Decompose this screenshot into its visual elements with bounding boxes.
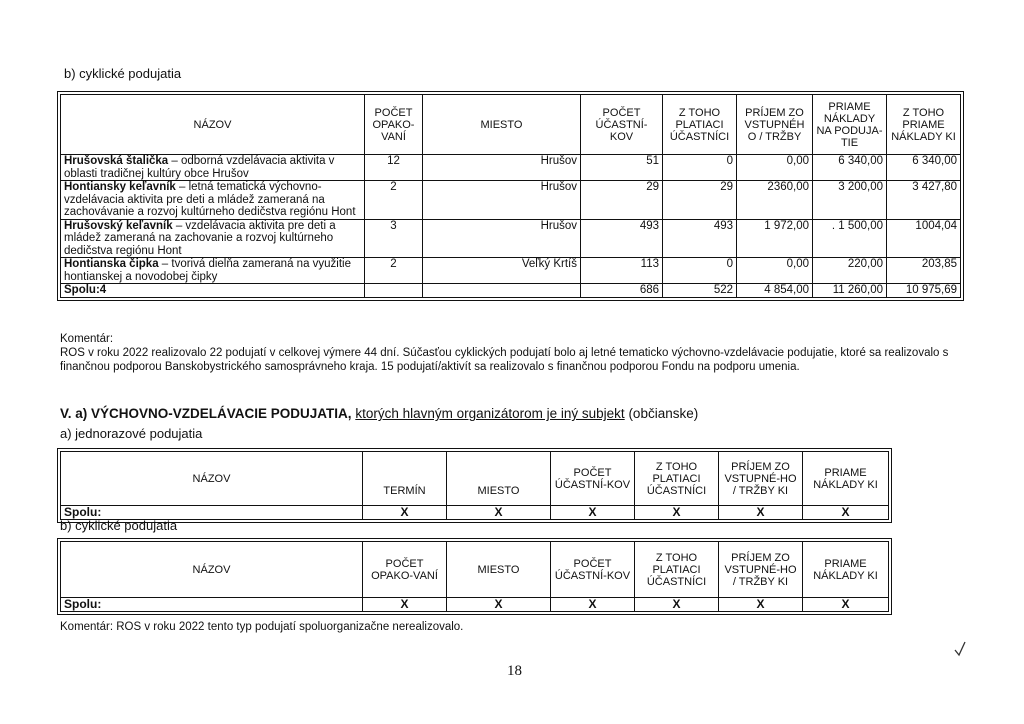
table-row — [61, 181, 961, 220]
row-place: Hrušov — [423, 219, 581, 258]
row-name-rest: – odborná vzdelávacia aktivita v oblasti tradičnej kultúry obce Hrušov — [64, 155, 335, 180]
row-name-bold: Hrušovský keľavník — [64, 219, 173, 232]
total-costs-ki: 10 975,69 — [887, 284, 961, 298]
total-cell: X — [635, 598, 719, 612]
total-cell: X — [447, 506, 551, 520]
row-participants: 51 — [581, 155, 663, 181]
row-costs: 3 200,00 — [813, 181, 887, 220]
row-costs: 6 340,00 — [813, 155, 887, 181]
comment-label: Komentár: — [60, 333, 114, 345]
row-paying: 0 — [663, 258, 737, 284]
row-place: Hrušov — [423, 181, 581, 220]
total-participants: 686 — [581, 284, 663, 298]
header-paying: Z TOHO PLATIACI ÚČASTNÍCI — [635, 452, 719, 506]
table-row — [61, 155, 961, 181]
row-count: 12 — [365, 155, 423, 181]
section-label-cyclic-events: b) cyklické podujatia — [64, 66, 182, 81]
row-paying: 29 — [663, 181, 737, 220]
header-place: MIESTO — [423, 95, 581, 155]
page-number: 18 — [507, 663, 522, 679]
row-paying: 0 — [663, 155, 737, 181]
cyclic-events-table — [60, 94, 961, 298]
row-costs-ki: 6 340,00 — [887, 155, 961, 181]
row-name-rest: – letná tematická výchovno-vzdelávacia aktivita pre deti a mládež zameraná na zachovávanie a rozvoj kultúrneho dedičstva regiónu Hont — [64, 181, 356, 218]
row-place: Veľký Krtíš — [423, 258, 581, 284]
header-name: NÁZOV — [61, 95, 365, 155]
header-participants: POČET ÚČASTNÍ-KOV — [581, 95, 663, 155]
header-place: MIESTO — [447, 542, 551, 598]
table-header-row — [61, 542, 889, 598]
row-costs-ki: 1004,04 — [887, 219, 961, 258]
row-income: 1 972,00 — [737, 219, 813, 258]
table-total-row — [61, 506, 889, 520]
total-income: 4 854,00 — [737, 284, 813, 298]
header-repetitions: POČET OPAKO-VANÍ — [363, 542, 447, 598]
row-costs-ki: 3 427,80 — [887, 181, 961, 220]
total-cell: X — [447, 598, 551, 612]
one-time-events-table — [60, 451, 889, 520]
row-costs: . 1 500,00 — [813, 219, 887, 258]
row-place: Hrušov — [423, 155, 581, 181]
table-row — [61, 219, 961, 258]
total-cell: X — [719, 506, 803, 520]
header-income: PRÍJEM ZO VSTUPNÉ-HO / TRŽBY KI — [719, 542, 803, 598]
row-income: 0,00 — [737, 155, 813, 181]
table-row — [61, 258, 961, 284]
table-total-row — [61, 598, 889, 612]
comment-text: ROS v roku 2022 realizovalo 22 podujatí v celkovej výmere 44 dní. Súčasťou cyklických podujatí bolo aj letné tematicko výchovno-vzdelávacie podujatie, ktoré sa realizovalo s finančnou podporou Banskobystrického samosprávneho kraja. 15 podujatí/aktivít sa realizovalo s finančnou podporou Fondu na podporu umenia. — [60, 347, 949, 373]
total-cell: X — [551, 506, 635, 520]
row-participants: 493 — [581, 219, 663, 258]
row-name-rest: – tvorivá dielňa zameraná na využitie hontianskej a novodobej čipky — [64, 258, 351, 283]
total-cell: X — [635, 506, 719, 520]
header-costs: PRIAME NÁKLADY NA PODUJA-TIE — [813, 95, 887, 155]
header-participants: POČET ÚČASTNÍ-KOV — [551, 542, 635, 598]
section-heading-prefix: V. a) VÝCHOVNO-VZDELÁVACIE PODUJATIA, — [60, 406, 352, 421]
row-participants: 29 — [581, 181, 663, 220]
row-count: 2 — [365, 181, 423, 220]
row-income: 2360,00 — [737, 181, 813, 220]
row-count: 3 — [365, 219, 423, 258]
header-date: TERMÍN — [363, 452, 447, 506]
header-repetitions: POČET OPAKO-VANÍ — [365, 95, 423, 155]
row-name — [61, 219, 365, 258]
row-name-rest: – vzdelávacia aktivita pre deti a mládež zameraná na zachovanie a rozvoj kultúrneho dedičstva regiónu Hont — [64, 219, 336, 257]
header-participants: POČET ÚČASTNÍ-KOV — [551, 452, 635, 506]
header-costs-ki: Z TOHO PRIAME NÁKLADY KI — [887, 95, 961, 155]
total-label: Spolu:4 — [61, 284, 365, 298]
total-cell: X — [803, 598, 889, 612]
row-paying: 493 — [663, 219, 737, 258]
total-cell: X — [363, 506, 447, 520]
row-name-bold: Hontianska čipka — [64, 258, 159, 270]
row-name-bold: Hontiansky keľavník — [64, 181, 176, 193]
row-name — [61, 258, 365, 284]
total-costs: 11 260,00 — [813, 284, 887, 298]
section-heading-suffix: (občianske) — [624, 406, 699, 421]
row-count: 2 — [365, 258, 423, 284]
row-name — [61, 181, 365, 220]
header-costs: PRIAME NÁKLADY KI — [803, 542, 889, 598]
total-label: Spolu: — [61, 506, 363, 520]
row-name-bold: Hrušovská štalička — [64, 155, 169, 167]
cyclic-events-table-2 — [60, 541, 889, 612]
section-heading — [60, 406, 698, 421]
header-name: NÁZOV — [61, 452, 363, 506]
header-paying: Z TOHO PLATIACI ÚČASTNÍCI — [663, 95, 737, 155]
row-costs: 220,00 — [813, 258, 887, 284]
total-cell: X — [719, 598, 803, 612]
total-cell: X — [551, 598, 635, 612]
total-cell: X — [803, 506, 889, 520]
total-empty — [365, 284, 423, 298]
header-paying: Z TOHO PLATIACI ÚČASTNÍCI — [635, 542, 719, 598]
check-mark-icon — [952, 640, 968, 658]
comment-text-2: Komentár: ROS v roku 2022 tento typ podujatí spoluorganizačne nerealizovalo. — [60, 621, 464, 633]
row-participants: 113 — [581, 258, 663, 284]
total-label: Spolu: — [61, 598, 363, 612]
header-income: PRÍJEM ZO VSTUPNÉ-HO / TRŽBY KI — [719, 452, 803, 506]
row-income: 0,00 — [737, 258, 813, 284]
header-name: NÁZOV — [61, 542, 363, 598]
section-label-one-time-events: a) jednorazové podujatia — [60, 426, 203, 441]
table-header-row — [61, 452, 889, 506]
section-heading-underlined: ktorých hlavným organizátorom je iný subjekt — [355, 406, 625, 421]
section-label-cyclic-events-2: b) cyklické podujatia — [60, 518, 178, 533]
total-paying: 522 — [663, 284, 737, 298]
header-place: MIESTO — [447, 452, 551, 506]
table-total-row — [61, 284, 961, 298]
total-cell: X — [363, 598, 447, 612]
header-income: PRÍJEM ZO VSTUPNÉH O / TRŽBY — [737, 95, 813, 155]
table-header-row — [61, 95, 961, 155]
header-costs: PRIAME NÁKLADY KI — [803, 452, 889, 506]
total-empty — [423, 284, 581, 298]
row-name — [61, 155, 365, 181]
row-costs-ki: 203,85 — [887, 258, 961, 284]
